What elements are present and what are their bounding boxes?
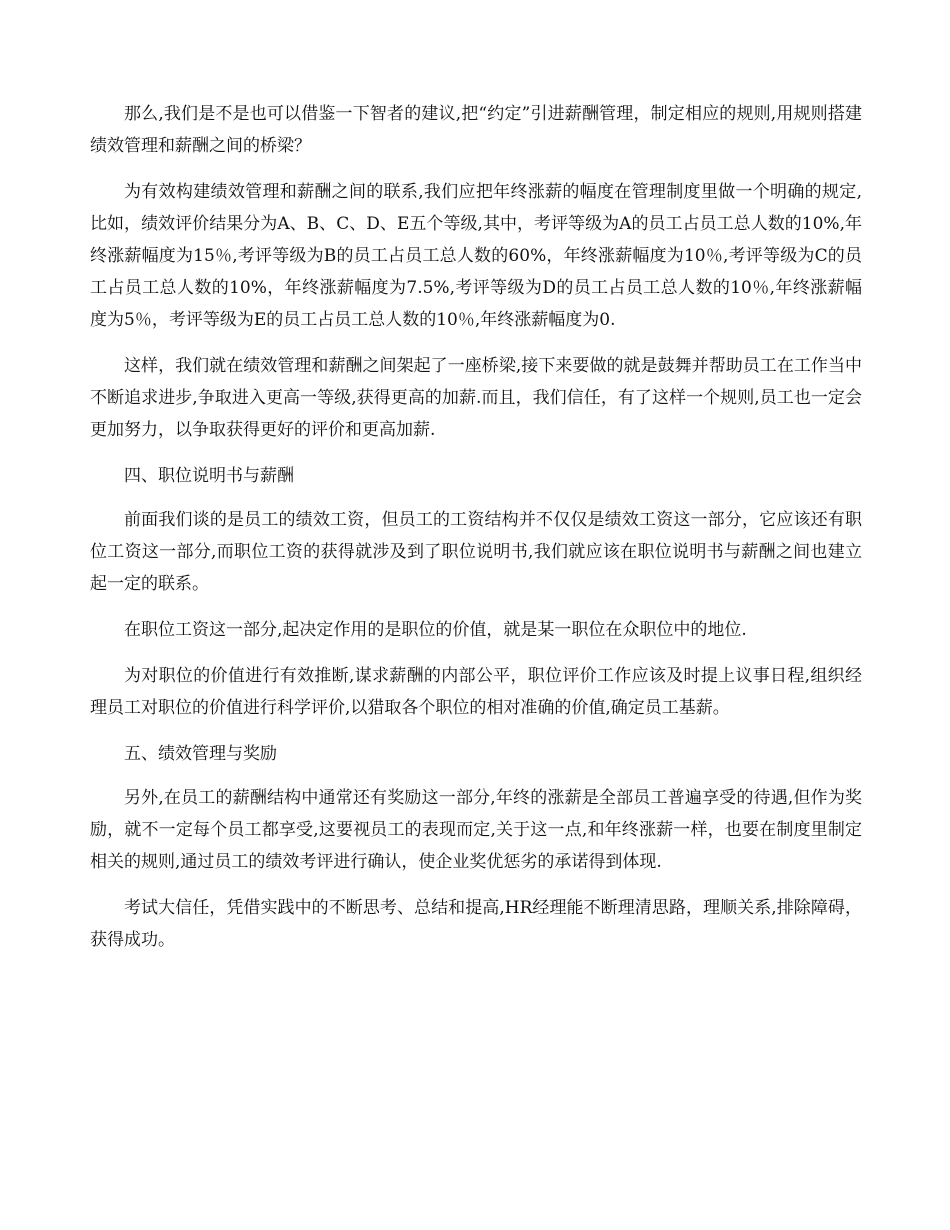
paragraph-position-value: 在职位工资这一部分,起决定作用的是职位的价值，就是某一职位在众职位中的地位. bbox=[124, 620, 747, 640]
paragraph-job-evaluation: 为对职位的价值进行有效推断,谋求薪酬的内部公平，职位评价工作应该及时提上议事日程,组织经理员工对职位的价值进行科学评价,以猎取各个职位的相对准确的价值,确定员工基薪。 bbox=[90, 666, 862, 718]
paragraph-conclusion: 考试大信任，凭借实践中的不断思考、总结和提高,HR经理能不断理清思路，理顺关系,排除障碍，获得成功。 bbox=[90, 898, 862, 950]
paragraph-raise-rules: 为有效构建绩效管理和薪酬之间的联系,我们应把年终涨薪的幅度在管理制度里做一个明确的规定,比如，绩效评价结果分为A、B、C、D、E五个等级,其中，考评等级为A的员工占员工总人数的10%,年终涨薪幅度为15％,考评等级为B的员工占员工总人数的60%，年终涨薪幅度为10％,考评等级为C的员工占员工总人数的10%，年终涨薪幅度为7.5%,考评等级为D的员工占员工总人数的10％,年终涨薪幅度为5％，考评等级为E的员工占员工总人数的10％,年终涨薪幅度为0. bbox=[90, 182, 862, 330]
paragraph-position-pay: 前面我们谈的是员工的绩效工资，但员工的工资结构并不仅仅是绩效工资这一部分，它应该还有职位工资这一部分,而职位工资的获得就涉及到了职位说明书,我们就应该在职位说明书与薪酬之间也建立起一定的联系。 bbox=[90, 510, 862, 594]
section-heading-rewards: 五、绩效管理与奖励 bbox=[124, 744, 277, 764]
document-page bbox=[90, 98, 862, 970]
section-heading-job-description: 四、职位说明书与薪酬 bbox=[124, 466, 294, 486]
paragraph-bridge: 这样，我们就在绩效管理和薪酬之间架起了一座桥梁,接下来要做的就是鼓舞并帮助员工在工作当中不断追求进步,争取进入更高一等级,获得更高的加薪.而且，我们信任，有了这样一个规则,员工也一定会更加努力，以争取获得更好的评价和更高加薪. bbox=[90, 356, 862, 440]
paragraph-contract-question: 那么,我们是不是也可以借鉴一下智者的建议,把“约定”引进薪酬管理，制定相应的规则,用规则搭建绩效管理和薪酬之间的桥梁？ bbox=[90, 104, 862, 156]
paragraph-rewards: 另外,在员工的薪酬结构中通常还有奖励这一部分,年终的涨薪是全部员工普遍享受的待遇,但作为奖励，就不一定每个员工都享受,这要视员工的表现而定,关于这一点,和年终涨薪一样，也要在制度里制定相关的规则,通过员工的绩效考评进行确认，使企业奖优惩劣的承诺得到体现. bbox=[90, 788, 862, 872]
